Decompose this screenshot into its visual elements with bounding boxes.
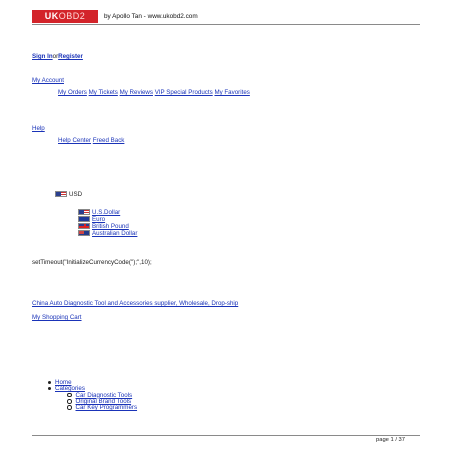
home-link[interactable]: Home: [55, 379, 72, 386]
us-flag-icon: [55, 191, 67, 197]
auth-or-text: or: [52, 53, 59, 60]
original-brand-tools-link[interactable]: Original Brand Tools: [75, 397, 132, 405]
logo-suffix: OBD2: [58, 11, 86, 21]
bullet-icon: [48, 381, 51, 384]
circle-bullet-icon: [67, 393, 72, 398]
currency-option-label[interactable]: U.S.Dollar: [92, 209, 121, 216]
currency-option-gbp[interactable]: [78, 223, 137, 230]
subcategory-item: [67, 405, 137, 411]
us-flag-icon: [78, 209, 90, 215]
circle-bullet-icon: [67, 399, 72, 404]
sign-in-link[interactable]: Sign In: [32, 53, 53, 60]
currency-option-eur[interactable]: [78, 216, 137, 223]
currency-options: [78, 209, 137, 237]
tagline-link[interactable]: China Auto Diagnostic Tool and Accessories supplier, Wholesale, Drop-ship: [32, 300, 239, 307]
currency-option-label[interactable]: Australian Dollar: [92, 230, 138, 237]
categories-link[interactable]: Categories: [55, 385, 85, 393]
help-links: [58, 137, 124, 144]
nav-list: [48, 380, 137, 411]
vip-special-products-link[interactable]: VIP Special Products: [154, 89, 213, 96]
help-center-link[interactable]: Help Center: [58, 137, 92, 144]
currency-option-usd[interactable]: [78, 209, 137, 216]
au-flag-icon: [78, 230, 90, 236]
help-link[interactable]: Help: [32, 125, 45, 132]
my-reviews-link[interactable]: My Reviews: [119, 89, 153, 96]
footer-divider: [32, 435, 420, 436]
script-text: setTimeout("InitializeCurrencyCode('');",10);: [32, 259, 152, 266]
currency-option-label[interactable]: British Pound: [92, 223, 129, 230]
my-orders-link[interactable]: My Orders: [58, 89, 87, 96]
header-byline: by Apollo Tan - www.ukobd2.com: [104, 13, 198, 20]
car-diagnostic-tools-link[interactable]: Car Diagnostic Tools: [75, 391, 133, 399]
register-link[interactable]: Register: [58, 53, 83, 60]
ukobd2-logo: [32, 10, 98, 23]
bullet-icon: [48, 387, 51, 390]
page-number: page 1 / 37: [376, 437, 406, 443]
gb-flag-icon: [78, 223, 90, 229]
auth-links: [32, 53, 83, 60]
currency-selector[interactable]: [55, 191, 82, 198]
account-links: [58, 89, 250, 96]
header-divider: [32, 24, 420, 25]
car-key-programmers-link[interactable]: Car Key Programmers: [75, 404, 138, 412]
my-tickets-link[interactable]: My Tickets: [88, 89, 118, 96]
my-account-link[interactable]: My Account: [32, 77, 64, 84]
selected-currency: USD: [69, 191, 83, 198]
currency-option-label[interactable]: Euro: [92, 216, 106, 223]
eu-flag-icon: [78, 216, 90, 222]
feedback-link[interactable]: Freed Back: [92, 137, 125, 144]
logo-prefix: UK: [44, 11, 59, 21]
my-favorites-link[interactable]: My Favorites: [214, 89, 250, 96]
currency-option-aud[interactable]: [78, 230, 137, 237]
subcategory-list: [48, 393, 137, 412]
shopping-cart-link[interactable]: My Shopping Cart: [32, 314, 82, 321]
circle-bullet-icon: [67, 405, 72, 410]
